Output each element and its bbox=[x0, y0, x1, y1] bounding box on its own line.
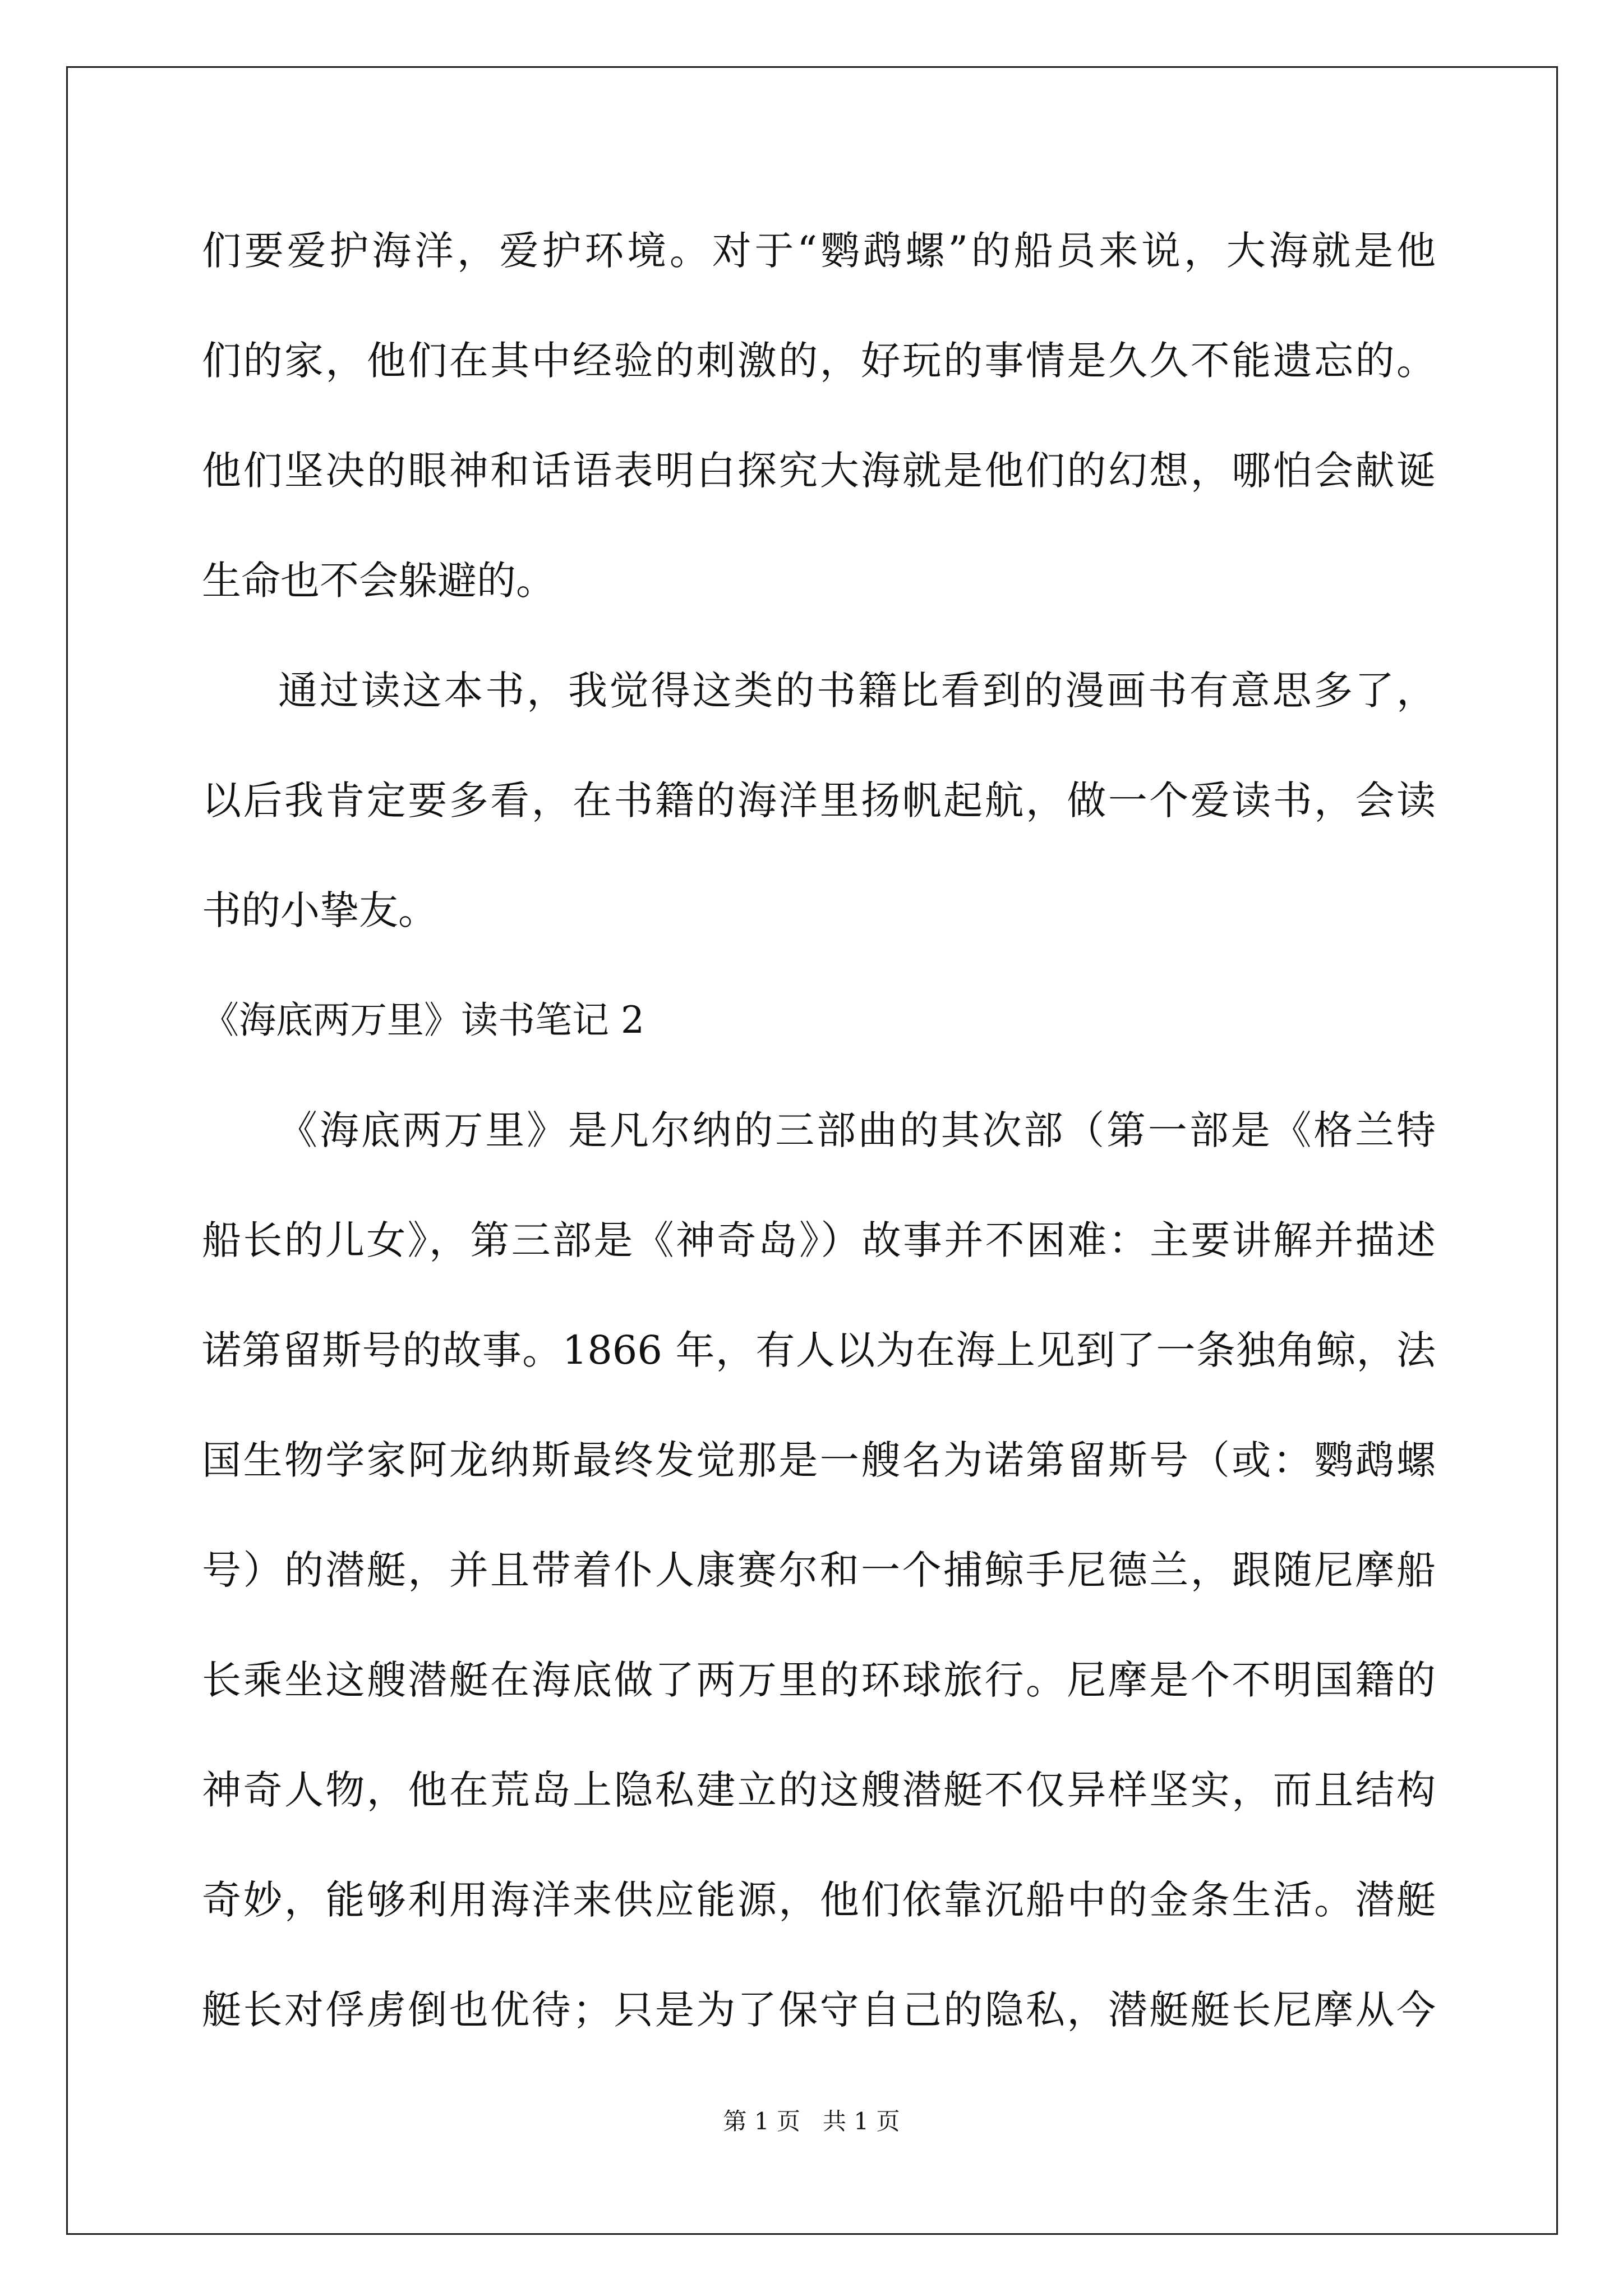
paragraph-1-line-4: 生命也不会躲避的。 bbox=[202, 558, 555, 604]
page-footer: 第 1 页 共 1 页 bbox=[723, 2108, 900, 2135]
paragraph-1-line-2: 们的家，他们在其中经验的刺激的，好玩的事情是久久不能遗忘的。 bbox=[202, 338, 1436, 384]
paragraph-3-line-8: 奇妙，能够利用海洋来供应能源，他们依靠沉船中的金条生活。潜艇 bbox=[202, 1877, 1436, 1923]
paragraph-3-line-5: 号）的潜艇，并且带着仆人康赛尔和一个捕鲸手尼德兰，跟随尼摩船 bbox=[202, 1547, 1436, 1593]
paragraph-3-line-7: 神奇人物，他在荒岛上隐私建立的这艘潜艇不仅异样坚实，而且结构 bbox=[202, 1767, 1436, 1813]
paragraph-2-line-2: 以后我肯定要多看，在书籍的海洋里扬帆起航，做一个爱读书，会读 bbox=[202, 777, 1436, 823]
paragraph-3-line-6: 长乘坐这艘潜艇在海底做了两万里的环球旅行。尼摩是个不明国籍的 bbox=[202, 1657, 1436, 1703]
paragraph-1-line-3: 他们坚决的眼神和话语表明白探究大海就是他们的幻想，哪怕会献诞 bbox=[202, 448, 1436, 494]
paragraph-2-line-1: 通过读这本书，我觉得这类的书籍比看到的漫画书有意思多了， bbox=[278, 668, 1436, 714]
paragraph-1-line-1: 们要爱护海洋，爱护环境。对于“鹦鹉螺”的船员来说，大海就是他 bbox=[202, 228, 1436, 274]
section-heading: 《海底两万里》读书笔记 2 bbox=[202, 999, 644, 1042]
paragraph-3-line-3: 诺第留斯号的故事。1866 年，有人以为在海上见到了一条独角鲸，法 bbox=[202, 1327, 1436, 1373]
paragraph-3-line-1: 《海底两万里》是凡尔纳的三部曲的其次部（第一部是《格兰特 bbox=[278, 1107, 1436, 1153]
paragraph-3-line-4: 国生物学家阿龙纳斯最终发觉那是一艘名为诺第留斯号（或：鹦鹉螺 bbox=[202, 1437, 1436, 1483]
paragraph-2-line-3: 书的小挚友。 bbox=[202, 887, 437, 933]
paragraph-3-line-9: 艇长对俘虏倒也优待；只是为了保守自己的隐私，潜艇艇长尼摩从今 bbox=[202, 1987, 1436, 2033]
paragraph-3-line-2: 船长的儿女》，第三部是《神奇岛》）故事并不困难：主要讲解并描述 bbox=[202, 1217, 1436, 1263]
